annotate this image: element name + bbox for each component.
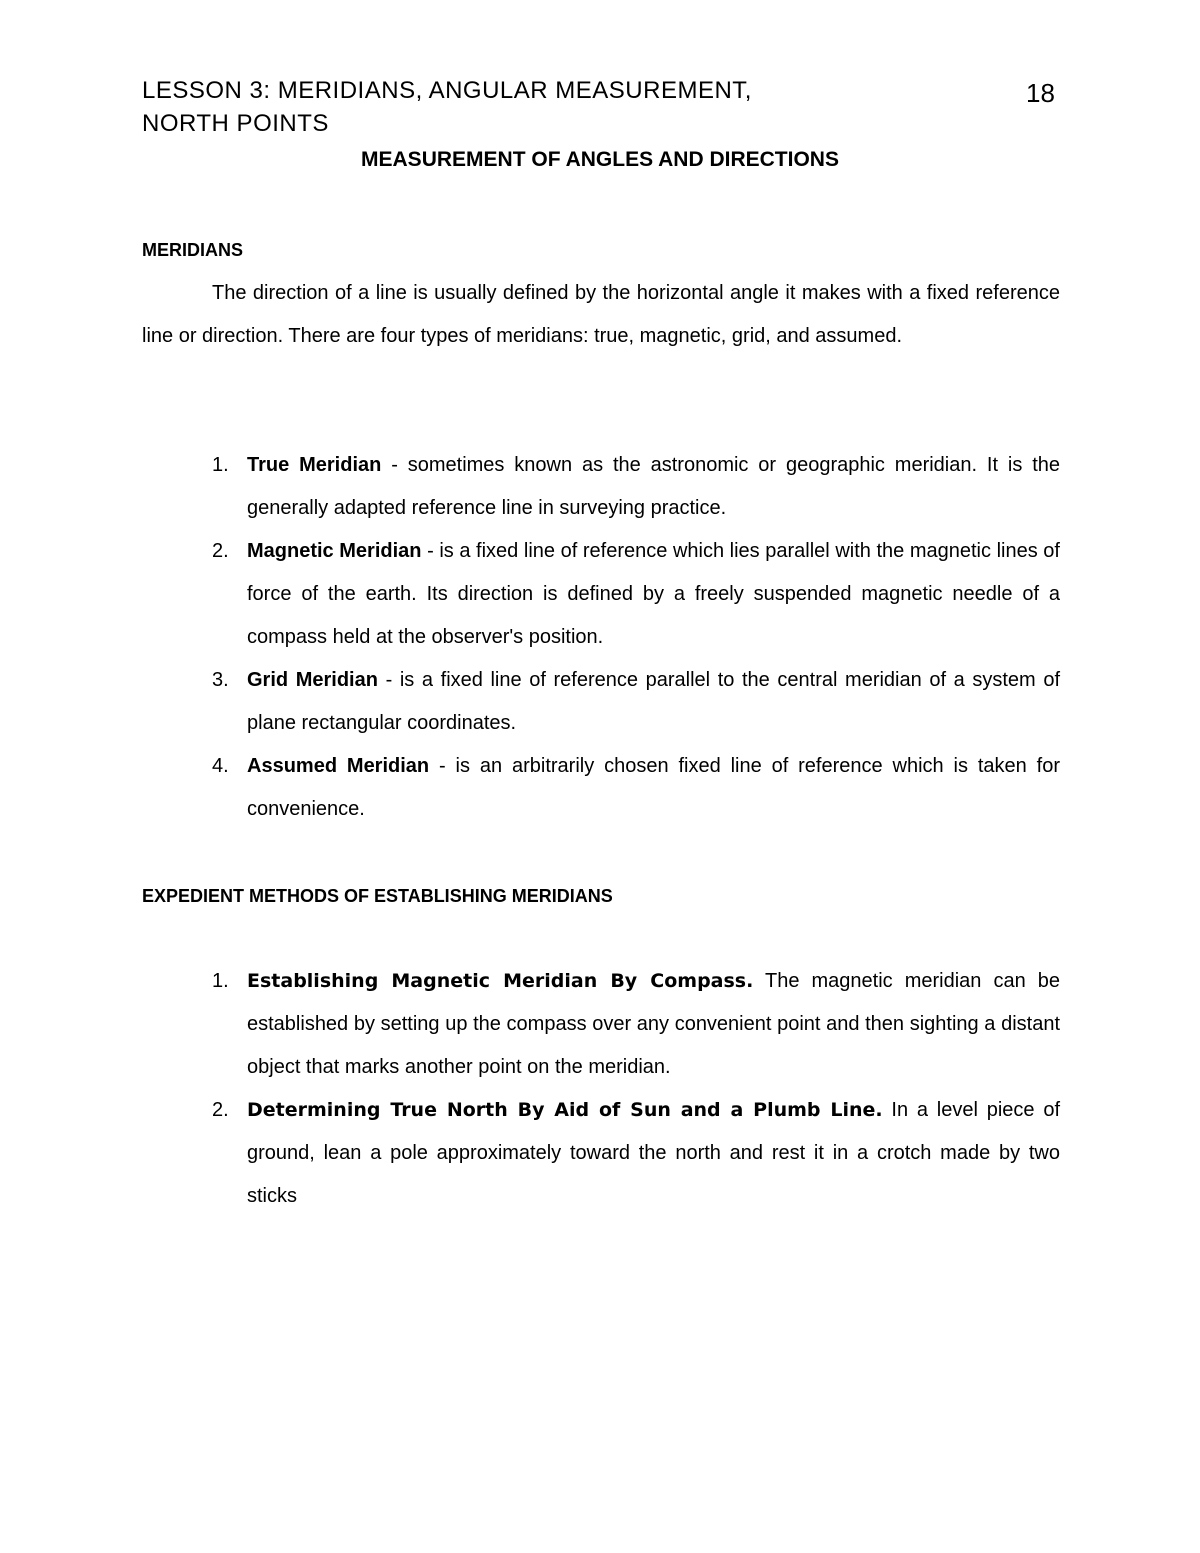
list-item-term: Magnetic Meridian [247,540,422,562]
list-item-term: True Meridian [247,454,382,476]
meridian-types-list [142,444,1060,831]
expedient-methods-list [142,960,1060,1218]
list-item-term: Assumed Meridian [247,755,430,777]
list-item-number: 4. [212,755,229,777]
list-item-number: 1. [212,454,229,476]
page-title: MEASUREMENT OF ANGLES AND DIRECTIONS [361,148,839,171]
list-item-number: 1. [212,970,229,992]
list-item-text: - sometimes known as the astronomic or geographic meridian. It is the generally adapted reference line in surveying practice. [247,454,1060,519]
list-item-number: 2. [212,1099,229,1121]
list-item [142,530,1060,659]
list-item [142,960,1060,1089]
list-item [142,659,1060,745]
page-number: 18 [1026,78,1055,108]
list-item-text: The magnetic meridian can be established by setting up the compass over any convenient point and then sighting a distant object that marks another point on the meridian. [247,970,1060,1078]
list-item [142,745,1060,831]
list-item-text: - is an arbitrarily chosen fixed line of reference which is taken for convenience. [247,755,1060,820]
section-heading-expedient-methods: EXPEDIENT METHODS OF ESTABLISHING MERIDIANS [142,886,613,906]
list-item-term: Grid Meridian [247,669,378,691]
lesson-header-line-2: NORTH POINTS [142,110,329,137]
lesson-header-line-1: LESSON 3: MERIDIANS, ANGULAR MEASUREMENT, [142,77,752,104]
lesson-header [142,74,842,140]
list-item-term: Establishing Magnetic Meridian By Compass. [247,970,754,992]
list-item-number: 2. [212,540,229,562]
list-item-text: - is a fixed line of reference which lies parallel with the magnetic lines of force of the earth. Its direction is defined by a freely suspended magnetic needle of a compass held at the observer's position. [247,540,1060,648]
list-item-text: - is a fixed line of reference parallel to the central meridian of a system of plane rectangular coordinates. [247,669,1061,734]
list-item-text: In a level piece of ground, lean a pole approximately toward the north and rest it in a crotch made by two sticks [247,1099,1060,1207]
list-item [142,444,1060,530]
list-item [142,1089,1060,1218]
list-item-number: 3. [212,669,229,691]
list-item-term: Determining True North By Aid of Sun and a Plumb Line. [247,1099,883,1121]
intro-paragraph: The direction of a line is usually defined by the horizontal angle it makes with a fixed reference line or direction. There are four types of meridians: true, magnetic, grid, and assumed. [142,282,1060,347]
section-heading-meridians: MERIDIANS [142,240,244,260]
